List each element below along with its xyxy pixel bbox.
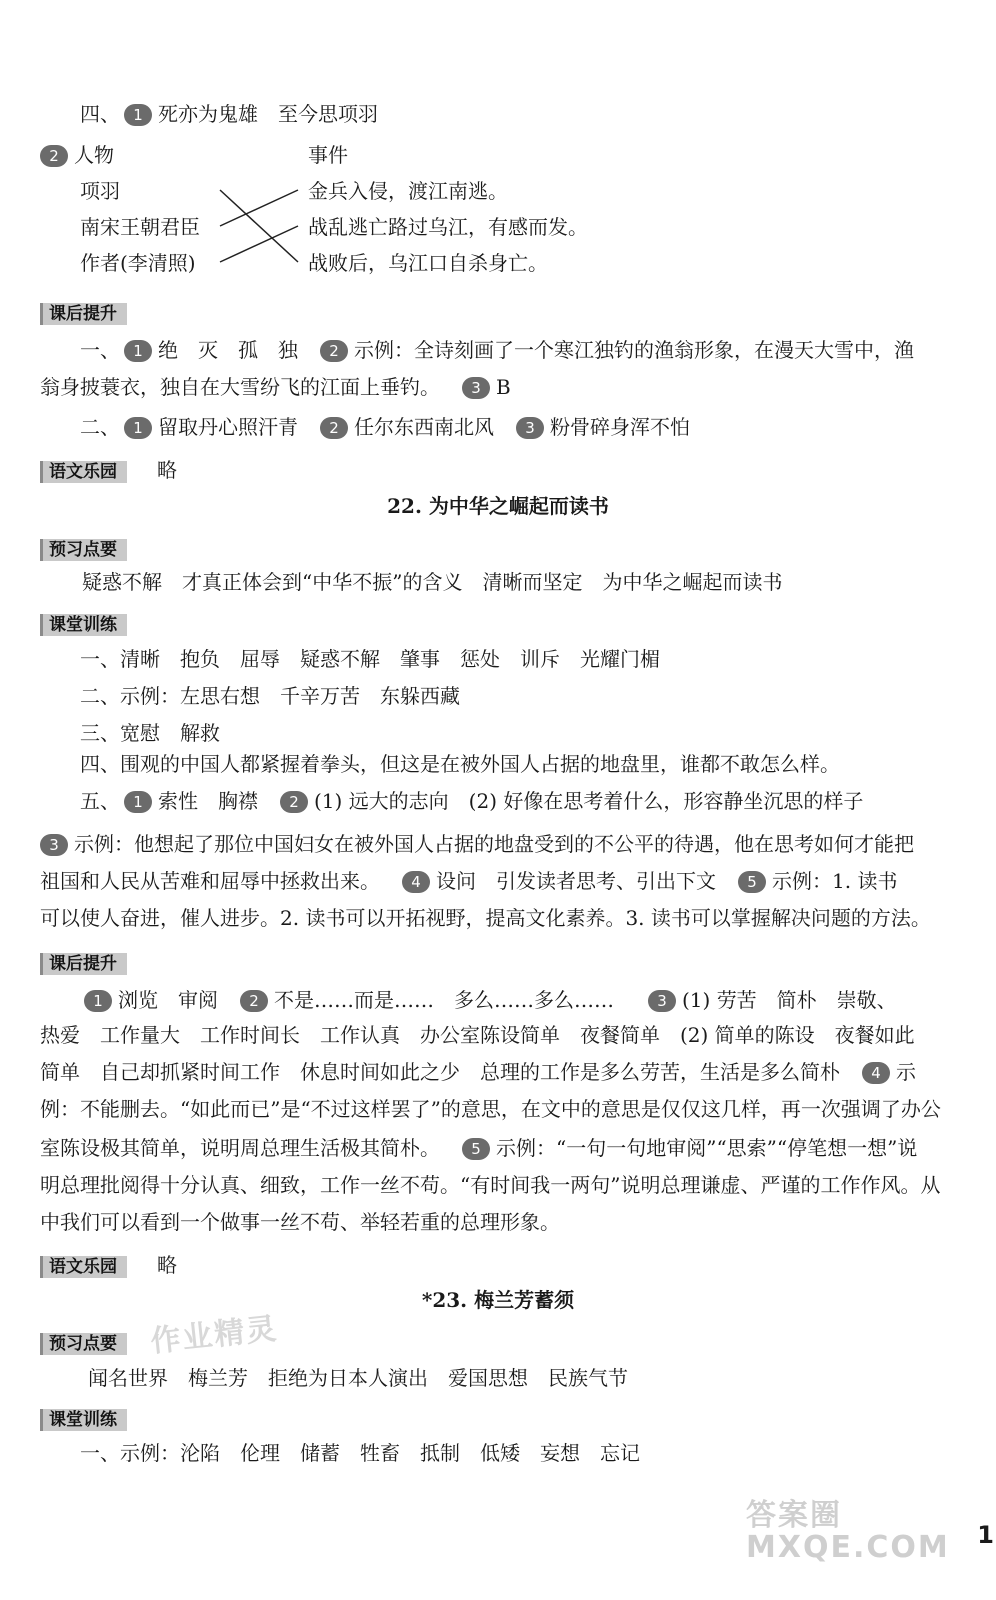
ketang-tag-22 — [40, 611, 127, 636]
answer-text: 示例：“一句一句地审阅”“思索”“停笔想一想”说 — [496, 1136, 918, 1160]
event-3: 战败后，乌江口自杀身亡。 — [308, 251, 548, 275]
kh22-line1 — [80, 988, 897, 1012]
kh22-line4: 例：不能删去。“如此而已”是“不过这样罢了”的意思，在文中的意思是仅仅这几样，再一次强调了办公 — [40, 1097, 941, 1121]
tag-label: 语文乐园 — [40, 1256, 127, 1278]
kh1-line2 — [40, 375, 511, 399]
kt22-line1: 一、清晰 抱负 屈辱 疑惑不解 肇事 惩处 训斥 光耀门楣 — [80, 647, 660, 671]
section-head: 一、 — [80, 338, 120, 362]
item-number: 3 — [516, 417, 544, 439]
section-head: 二、 — [80, 415, 120, 439]
watermark-text: 作业精灵 — [148, 1311, 280, 1360]
yuxi-tag-23 — [40, 1330, 127, 1355]
answer-text: 粉骨碎身浑不怕 — [550, 415, 690, 439]
kehou-tag-22 — [40, 950, 127, 975]
answer-text: 留取丹心照汗青 — [158, 415, 298, 439]
answer-text: B — [496, 375, 511, 399]
kh22-line6: 明总理批阅得十分认真、细致，工作一丝不苟。“有时间我一两句”说明总理谦虚、严谨的工作作风。从 — [40, 1173, 941, 1197]
event-2: 战乱逃亡路过乌江，有感而发。 — [308, 215, 588, 239]
person-2: 南宋王朝君臣 — [80, 215, 200, 239]
kt22-line2: 二、示例：左思右想 千辛万苦 东躲西藏 — [80, 684, 460, 708]
kt22-line4: 四、围观的中国人都紧握着拳头，但这是在被外国人占据的地盘里，谁都不敢怎么样。 — [80, 752, 840, 776]
tag-label: 语文乐园 — [40, 461, 127, 483]
item-number: 1 — [124, 340, 152, 362]
answer-text: (1) 劳苦 简朴 崇敬、 — [682, 988, 897, 1012]
answer-text: 祖国和人民从苦难和屈辱中拯救出来。 — [40, 869, 380, 893]
item-number: 5 — [462, 1138, 490, 1160]
item-number: 2 — [280, 791, 308, 813]
kh22-line7: 中我们可以看到一个做事一丝不苟、举轻若重的总理形象。 — [40, 1210, 560, 1234]
answer-text: 简单 自己却抓紧时间工作 休息时间如此之少 总理的工作是多么劳苦，生活是多么简朴 — [40, 1060, 840, 1084]
answer-text: 示例：他想起了那位中国妇女在被外国人占据的地盘受到的不公平的待遇，他在思考如何才能把 — [74, 832, 914, 856]
answer-text: 死亦为鬼雄 至今思项羽 — [158, 102, 378, 126]
person-3: 作者(李清照) — [80, 251, 196, 275]
answer-text: 索性 胸襟 — [158, 789, 258, 813]
answer-text: 绝 灭 孤 独 — [158, 338, 298, 362]
answer-text: (1) 远大的志向 (2) 好像在思考着什么，形容静坐沉思的样子 — [314, 789, 864, 813]
lesson-22-title: 22. 为中华之崛起而读书 — [387, 494, 609, 518]
page-number: 1 — [977, 1521, 994, 1549]
kh1-line1 — [80, 338, 914, 362]
yuwen-leyuan-22 — [40, 1253, 177, 1278]
answer-text: 任尔东西南北风 — [354, 415, 494, 439]
tag-label: 课后提升 — [40, 303, 127, 325]
answer-text: 略 — [157, 458, 177, 482]
person-1: 项羽 — [80, 179, 120, 203]
item-number: 1 — [124, 791, 152, 813]
answer-text: 浏览 审阅 — [118, 988, 218, 1012]
item-number: 1 — [84, 990, 112, 1012]
item-number: 2 — [240, 990, 268, 1012]
section-tag-kehou — [40, 300, 127, 325]
yuxi-text-22: 疑惑不解 才真正体会到“中华不振”的含义 清晰而坚定 为中华之崛起而读书 — [82, 570, 783, 594]
answer-text: 室陈设极其简单，说明周总理生活极其简朴。 — [40, 1136, 440, 1160]
yuxi-text-23: 闻名世界 梅兰芳 拒绝为日本人演出 爱国思想 民族气节 — [88, 1366, 628, 1390]
event-1: 金兵入侵，渡江南逃。 — [308, 179, 508, 203]
col-people: 人物 — [74, 143, 114, 167]
footer-watermark: 答案圈 MXQE.COM — [746, 1498, 950, 1565]
item-number: 2 — [320, 340, 348, 362]
answer-text: 示例：1. 读书 — [772, 869, 898, 893]
kt22-line5 — [80, 789, 863, 813]
answer-text: 翁身披蓑衣，独自在大雪纷飞的江面上垂钓。 — [40, 375, 440, 399]
item-number: 1 — [124, 104, 152, 126]
kh22-line2: 热爱 工作量大 工作时间长 工作认真 办公室陈设简单 夜餐简单 (2) 简单的陈设 夜餐如此 — [40, 1023, 915, 1047]
tag-label: 预习点要 — [40, 539, 127, 561]
kt22-line7 — [40, 869, 897, 893]
tag-label: 课堂训练 — [40, 1409, 127, 1431]
tag-label: 课堂训练 — [40, 614, 127, 636]
item-number: 4 — [862, 1062, 890, 1084]
kh22-line3 — [40, 1060, 916, 1084]
kt22-line8: 可以使人奋进，催人进步。2. 读书可以开拓视野，提高文化素养。3. 读书可以掌握解决问题的方法。 — [40, 906, 931, 930]
item-number: 2 — [40, 145, 68, 167]
answer-text: 示 — [896, 1060, 916, 1084]
answer-text: 示例：全诗刻画了一个寒江独钓的渔翁形象，在漫天大雪中，渔 — [354, 338, 914, 362]
item-number: 2 — [320, 417, 348, 439]
item-number: 5 — [738, 871, 766, 893]
answer-text: 设问 引发读者思考、引出下文 — [436, 869, 716, 893]
item-number: 1 — [124, 417, 152, 439]
item-number: 3 — [40, 834, 68, 856]
kh1-line3 — [80, 415, 690, 439]
lesson-23-title: *23. 梅兰芳蓄须 — [421, 1288, 575, 1312]
answer-text: 略 — [157, 1253, 177, 1277]
s4-headers — [40, 143, 114, 167]
section-head: 四、 — [80, 102, 120, 126]
ketang-tag-23 — [40, 1406, 127, 1431]
tag-label: 课后提升 — [40, 953, 127, 975]
matching-lines — [216, 176, 306, 276]
answer-text: 不是……而是…… 多么……多么…… — [274, 988, 614, 1012]
item-number: 3 — [648, 990, 676, 1012]
kt22-line3: 三、宽慰 解救 — [80, 721, 220, 745]
s4-line1 — [80, 102, 378, 126]
yuxi-tag-22 — [40, 536, 127, 561]
tag-label: 预习点要 — [40, 1333, 127, 1355]
kh22-line5 — [40, 1136, 917, 1160]
item-number: 3 — [462, 377, 490, 399]
section-head: 五、 — [80, 789, 120, 813]
kt22-line6 — [40, 832, 914, 856]
item-number: 4 — [402, 871, 430, 893]
kt23-line1: 一、示例：沦陷 伦理 储蓄 牲畜 抵制 低矮 妄想 忘记 — [80, 1441, 640, 1465]
yuwen-leyuan-1 — [40, 458, 177, 483]
col-events: 事件 — [308, 143, 348, 167]
